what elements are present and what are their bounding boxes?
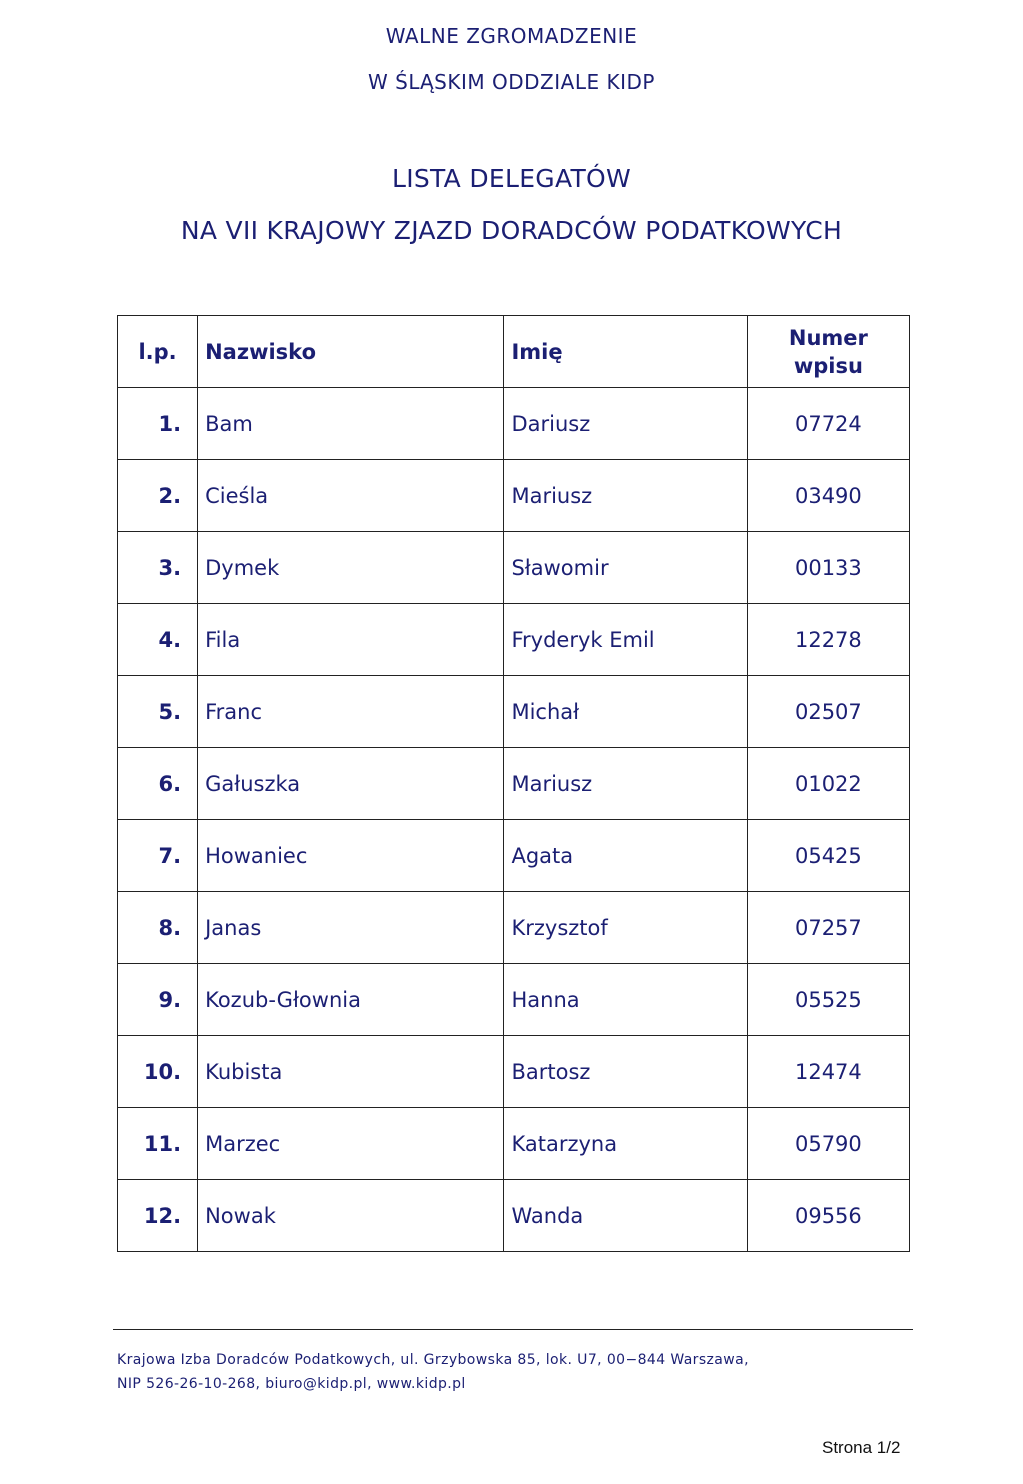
cell-first-name: Bartosz [504, 1036, 747, 1108]
column-header-name: Imię [504, 316, 747, 388]
table-row [118, 460, 910, 532]
cell-surname: Cieśla [198, 460, 504, 532]
cell-lp-number: 9. [118, 964, 198, 1036]
cell-surname: Bam [198, 388, 504, 460]
cell-surname: Janas [198, 892, 504, 964]
cell-registration-number: 02507 [747, 676, 909, 748]
column-header-surname: Nazwisko [198, 316, 504, 388]
cell-lp-number: 4. [118, 604, 198, 676]
column-header-number-line1: Numer [788, 325, 868, 350]
footer-contact: NIP 526-26-10-268, biuro@kidp.pl, www.kidp.pl [117, 1376, 466, 1392]
cell-lp-number: 12. [118, 1180, 198, 1252]
column-header-number-line2: wpisu [793, 353, 863, 378]
cell-surname: Dymek [198, 532, 504, 604]
cell-first-name: Fryderyk Emil [504, 604, 747, 676]
document-title: LISTA DELEGATÓW [391, 164, 632, 193]
table-row [118, 1108, 910, 1180]
table-row [118, 1036, 910, 1108]
cell-first-name: Wanda [504, 1180, 747, 1252]
column-header-lp: l.p. [118, 316, 198, 388]
cell-registration-number: 09556 [747, 1180, 909, 1252]
cell-lp-number: 2. [118, 460, 198, 532]
table-row [118, 676, 910, 748]
table-row [118, 892, 910, 964]
table-row [118, 1180, 910, 1252]
cell-registration-number: 00133 [747, 532, 909, 604]
cell-first-name: Mariusz [504, 748, 747, 820]
cell-first-name: Krzysztof [504, 892, 747, 964]
cell-surname: Gałuszka [198, 748, 504, 820]
cell-registration-number: 12474 [747, 1036, 909, 1108]
table-row [118, 748, 910, 820]
cell-first-name: Sławomir [504, 532, 747, 604]
footer-divider [113, 1329, 913, 1330]
cell-lp-number: 1. [118, 388, 198, 460]
cell-registration-number: 03490 [747, 460, 909, 532]
header-line-2: W ŚLĄSKIM ODDZIALE KIDP [368, 70, 655, 94]
table-header-row [118, 316, 910, 388]
table-row [118, 388, 910, 460]
cell-first-name: Katarzyna [504, 1108, 747, 1180]
cell-registration-number: 07257 [747, 892, 909, 964]
cell-first-name: Dariusz [504, 388, 747, 460]
cell-lp-number: 11. [118, 1108, 198, 1180]
cell-first-name: Mariusz [504, 460, 747, 532]
cell-registration-number: 05425 [747, 820, 909, 892]
cell-surname: Nowak [198, 1180, 504, 1252]
cell-first-name: Agata [504, 820, 747, 892]
cell-registration-number: 12278 [747, 604, 909, 676]
table-row [118, 820, 910, 892]
cell-lp-number: 5. [118, 676, 198, 748]
cell-surname: Fila [198, 604, 504, 676]
cell-surname: Marzec [198, 1108, 504, 1180]
table-row [118, 964, 910, 1036]
cell-first-name: Hanna [504, 964, 747, 1036]
cell-surname: Kubista [198, 1036, 504, 1108]
cell-lp-number: 3. [118, 532, 198, 604]
table-row [118, 604, 910, 676]
cell-lp-number: 8. [118, 892, 198, 964]
table-row [118, 532, 910, 604]
delegates-table [117, 315, 910, 1252]
cell-registration-number: 05525 [747, 964, 909, 1036]
table-body [118, 388, 910, 1252]
cell-surname: Howaniec [198, 820, 504, 892]
cell-surname: Kozub-Głownia [198, 964, 504, 1036]
cell-lp-number: 6. [118, 748, 198, 820]
column-header-number [747, 316, 909, 388]
page-number: Strona 1/2 [822, 1438, 901, 1457]
cell-registration-number: 05790 [747, 1108, 909, 1180]
cell-first-name: Michał [504, 676, 747, 748]
cell-registration-number: 07724 [747, 388, 909, 460]
cell-lp-number: 10. [118, 1036, 198, 1108]
document-subtitle: NA VII KRAJOWY ZJAZD DORADCÓW PODATKOWYCH [180, 216, 843, 245]
footer-address: Krajowa Izba Doradców Podatkowych, ul. Grzybowska 85, lok. U7, 00−844 Warszawa, [117, 1352, 749, 1368]
header-line-1: WALNE ZGROMADZENIE [385, 24, 638, 48]
cell-lp-number: 7. [118, 820, 198, 892]
cell-surname: Franc [198, 676, 504, 748]
cell-registration-number: 01022 [747, 748, 909, 820]
